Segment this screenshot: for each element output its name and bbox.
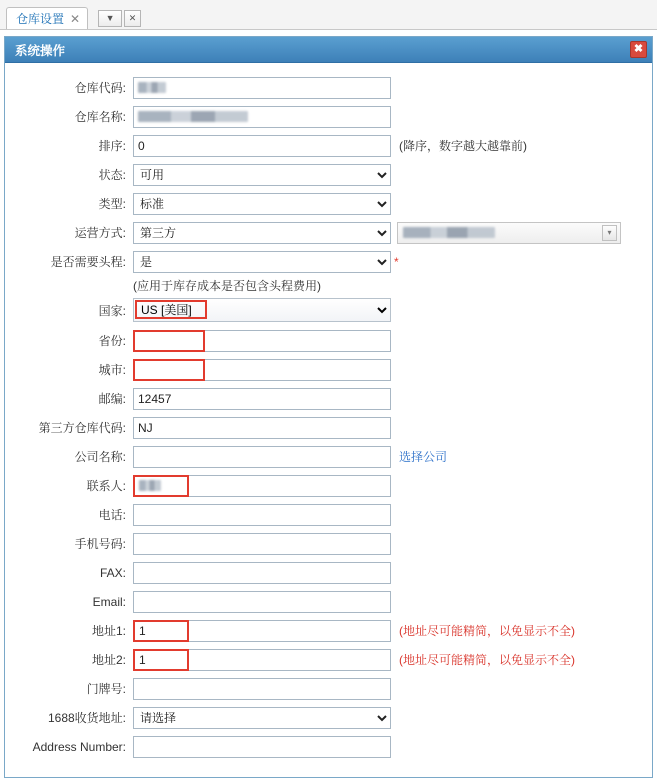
operation-mode-select[interactable] <box>133 222 391 244</box>
label-type: 类型: <box>98 197 126 211</box>
first-leg-required-select[interactable] <box>133 251 391 273</box>
form-row-address-number <box>5 732 652 761</box>
panel-close-button[interactable]: ✖ <box>630 41 647 58</box>
address-number-input[interactable] <box>133 736 391 758</box>
warehouse-code-input[interactable] <box>133 77 391 99</box>
masked-value <box>403 227 495 238</box>
select-company-link[interactable]: 选择公司 <box>399 450 448 464</box>
tab-tools <box>98 10 141 27</box>
tab-label: 仓库设置 <box>16 12 65 26</box>
form-row-country <box>5 294 652 326</box>
form-row-city <box>5 355 652 384</box>
address2-input[interactable] <box>133 649 189 671</box>
city-input[interactable] <box>133 359 205 381</box>
label-zip: 邮编: <box>98 392 126 406</box>
masked-value <box>138 111 248 122</box>
form-row-warehouse-name <box>5 102 652 131</box>
form-row-type <box>5 189 652 218</box>
label-fax: FAX: <box>99 565 126 580</box>
label-address2: 地址2: <box>91 653 126 667</box>
close-icon[interactable]: ✕ <box>70 11 81 26</box>
sort-input[interactable] <box>133 135 391 157</box>
label-province: 省份: <box>98 334 126 348</box>
label-house-number: 门牌号: <box>86 682 126 696</box>
1688-address-select[interactable] <box>133 707 391 729</box>
form-row-1688-address <box>5 703 652 732</box>
sort-hint: (降序，数字越大越靠前) <box>399 139 527 153</box>
house-number-input[interactable] <box>133 678 391 700</box>
address1-input[interactable] <box>133 620 189 642</box>
type-select[interactable] <box>133 193 391 215</box>
close-all-tabs-icon[interactable]: ✕ <box>124 10 141 27</box>
form-row-third-party-code <box>5 413 652 442</box>
form-row-status <box>5 160 652 189</box>
masked-value <box>139 480 161 491</box>
panel-title: 系统操作 <box>15 43 66 58</box>
form-row-province <box>5 326 652 355</box>
contact-input-extension[interactable] <box>189 475 391 497</box>
label-warehouse-code: 仓库代码: <box>74 81 126 95</box>
form-row-mobile <box>5 529 652 558</box>
form-row-email <box>5 587 652 616</box>
tab-warehouse-settings[interactable] <box>6 7 88 29</box>
form-row-sort <box>5 131 652 160</box>
warehouse-name-input[interactable] <box>133 106 391 128</box>
form-row-address1 <box>5 616 652 645</box>
label-status: 状态: <box>98 168 126 182</box>
address2-hint: (地址尽可能精简，以免显示不全) <box>399 653 575 667</box>
masked-value <box>138 82 166 93</box>
form-row-first-leg-hint <box>5 276 652 294</box>
mobile-input[interactable] <box>133 533 391 555</box>
zip-input[interactable] <box>133 388 391 410</box>
form-row-zip <box>5 384 652 413</box>
province-input[interactable] <box>133 330 205 352</box>
country-select[interactable] <box>133 298 391 322</box>
form-row-house-number <box>5 674 652 703</box>
label-mobile: 手机号码: <box>74 537 126 551</box>
fax-input[interactable] <box>133 562 391 584</box>
form-row-company-name <box>5 442 652 471</box>
label-contact: 联系人: <box>86 479 126 493</box>
required-asterisk: * <box>394 254 399 269</box>
phone-input[interactable] <box>133 504 391 526</box>
form-row-phone <box>5 500 652 529</box>
label-first-leg-required: 是否需要头程: <box>50 255 126 269</box>
company-name-input[interactable] <box>133 446 391 468</box>
warehouse-form <box>5 63 652 761</box>
address1-input-extension[interactable] <box>189 620 391 642</box>
label-country: 国家: <box>98 303 126 318</box>
city-input-extension[interactable] <box>205 359 391 381</box>
form-row-contact <box>5 471 652 500</box>
address2-input-extension[interactable] <box>189 649 391 671</box>
form-row-fax <box>5 558 652 587</box>
label-address1: 地址1: <box>91 624 126 638</box>
panel-header <box>5 37 652 63</box>
label-warehouse-name: 仓库名称: <box>74 110 126 124</box>
first-leg-sub-hint: (应用于库存成本是否包含头程费用) <box>133 278 321 293</box>
province-input-extension[interactable] <box>205 330 391 352</box>
email-input[interactable] <box>133 591 391 613</box>
tab-bar <box>0 0 657 30</box>
label-city: 城市: <box>98 363 126 377</box>
label-operation-mode: 运营方式: <box>74 226 126 240</box>
third-party-warehouse-code-input[interactable] <box>133 417 391 439</box>
form-row-address2 <box>5 645 652 674</box>
label-address-number: Address Number: <box>32 739 126 754</box>
third-party-provider-combo[interactable] <box>397 222 621 244</box>
label-sort: 排序: <box>98 139 126 153</box>
form-row-operation-mode <box>5 218 652 247</box>
form-row-需要头程 <box>5 247 652 276</box>
status-select[interactable] <box>133 164 391 186</box>
chevron-down-icon[interactable]: ▾ <box>602 225 617 241</box>
system-operation-panel <box>4 36 653 778</box>
label-third-party-code: 第三方仓库代码: <box>38 421 126 435</box>
label-company-name: 公司名称: <box>74 450 126 464</box>
contact-input[interactable] <box>133 475 189 497</box>
form-row-warehouse-code <box>5 73 652 102</box>
label-1688-address: 1688收货地址: <box>47 711 126 725</box>
address1-hint: (地址尽可能精简，以免显示不全) <box>399 624 575 638</box>
label-phone: 电话: <box>98 508 126 522</box>
chevron-down-icon[interactable]: ▼ <box>98 10 122 27</box>
label-email: Email: <box>92 594 126 609</box>
